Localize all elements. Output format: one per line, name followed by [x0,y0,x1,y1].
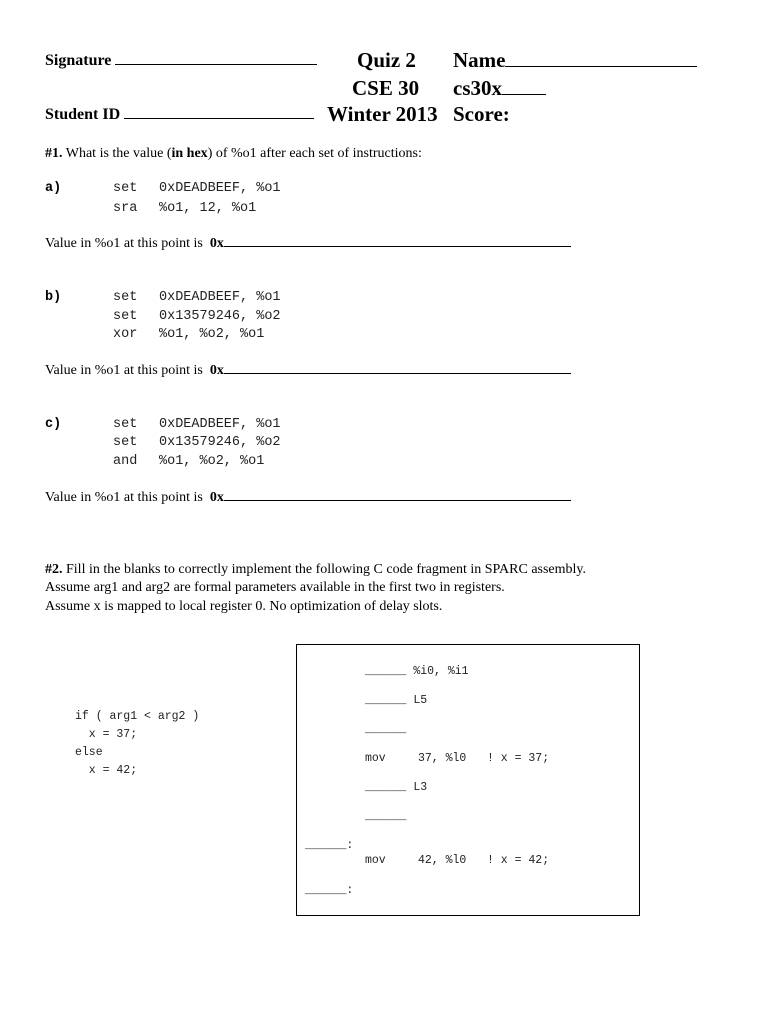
part-c-args-3: %o1, %o2, %o1 [159,454,265,469]
part-a-label: a) [45,181,62,196]
score-label: Score: [453,102,510,126]
part-a-args-1: 0xDEADBEEF, %o1 [159,181,281,196]
asm-row-3 [365,723,406,736]
part-b-answer-line[interactable] [224,373,571,374]
asm-blank-3[interactable]: ______ [365,723,407,736]
part-c-op-3: and [113,454,138,469]
part-b-args-3: %o1, %o2, %o1 [159,327,265,342]
part-b-args-1: 0xDEADBEEF, %o1 [159,290,281,305]
part-a-answer-line[interactable] [224,246,571,247]
asm-blank-2[interactable]: ______ [365,694,407,707]
asm-row-8-comment: ! x = 42; [487,854,550,867]
asm-blank-5[interactable]: ______ [365,810,407,823]
part-c-answer: Value in %o1 at this point is 0x [45,490,571,506]
asm-label-1: ______: [305,839,354,852]
asm-label-2: ______: [305,884,354,897]
part-a-answer: Value in %o1 at this point is 0x [45,236,571,252]
student-id-label: Student ID [45,106,314,124]
q2-prompt-line-1: #2. Fill in the blanks to correctly implement the following C code fragment in SPARC assembly. [45,562,587,577]
asm-row-8-args: 42, %l0 [418,854,467,867]
asm-blank-4[interactable]: ______ [365,781,407,794]
account-line[interactable] [502,94,546,95]
q2-prompt-line-3: Assume x is mapped to local register 0. No optimization of delay slots. [45,599,443,614]
part-b-op-3: xor [113,327,138,342]
course-title: CSE 30 [352,76,420,100]
assembly-box [296,644,640,916]
c-code-line-4: x = 42; [75,764,138,777]
name-line[interactable] [505,66,697,67]
c-code-line-1: if ( arg1 < arg2 ) [75,710,200,723]
part-c-answer-line[interactable] [224,500,571,501]
c-code-line-3: else [75,746,103,759]
q2-prompt-line-2: Assume arg1 and arg2 are formal parameters available in the first two in registers. [45,580,505,595]
part-b-op-2: set [113,309,138,324]
asm-row-5: ______ L3 [365,781,428,794]
signature-line[interactable] [115,64,317,65]
c-code-line-2: x = 37; [75,728,138,741]
asm-row-8: mov [365,854,386,867]
asm-row-1: ______ %i0, %i1 [365,665,469,678]
asm-blank-7[interactable]: ______ [305,884,347,897]
asm-row-2: ______ L5 [365,694,428,707]
part-c-args-1: 0xDEADBEEF, %o1 [159,417,281,432]
part-c-op-1: set [113,417,138,432]
student-id-line[interactable] [124,118,314,119]
part-a-op-1: set [113,181,138,196]
q1-prompt: #1. What is the value (in hex) of %o1 after each set of instructions: [45,146,422,161]
asm-blank-1[interactable]: ______ [365,665,407,678]
part-c-label: c) [45,417,62,432]
asm-blank-6[interactable]: ______ [305,839,347,852]
signature-label: Signature [45,52,317,70]
part-a-op-2: sra [113,201,138,216]
asm-row-6 [365,810,406,823]
part-b-args-2: 0x13579246, %o2 [159,309,281,324]
part-b-answer: Value in %o1 at this point is 0x [45,363,571,379]
part-a-args-2: %o1, 12, %o1 [159,201,257,216]
part-b-op-1: set [113,290,138,305]
asm-row-4-args: 37, %l0 [418,752,467,765]
part-b-label: b) [45,290,62,305]
account-label: cs30x [453,76,546,101]
quiz-title: Quiz 2 [357,48,416,72]
term: Winter 2013 [327,102,438,126]
part-c-args-2: 0x13579246, %o2 [159,435,281,450]
name-label: Name [453,48,697,73]
asm-row-4-comment: ! x = 37; [487,752,550,765]
part-c-op-2: set [113,435,138,450]
asm-row-4: mov [365,752,386,765]
